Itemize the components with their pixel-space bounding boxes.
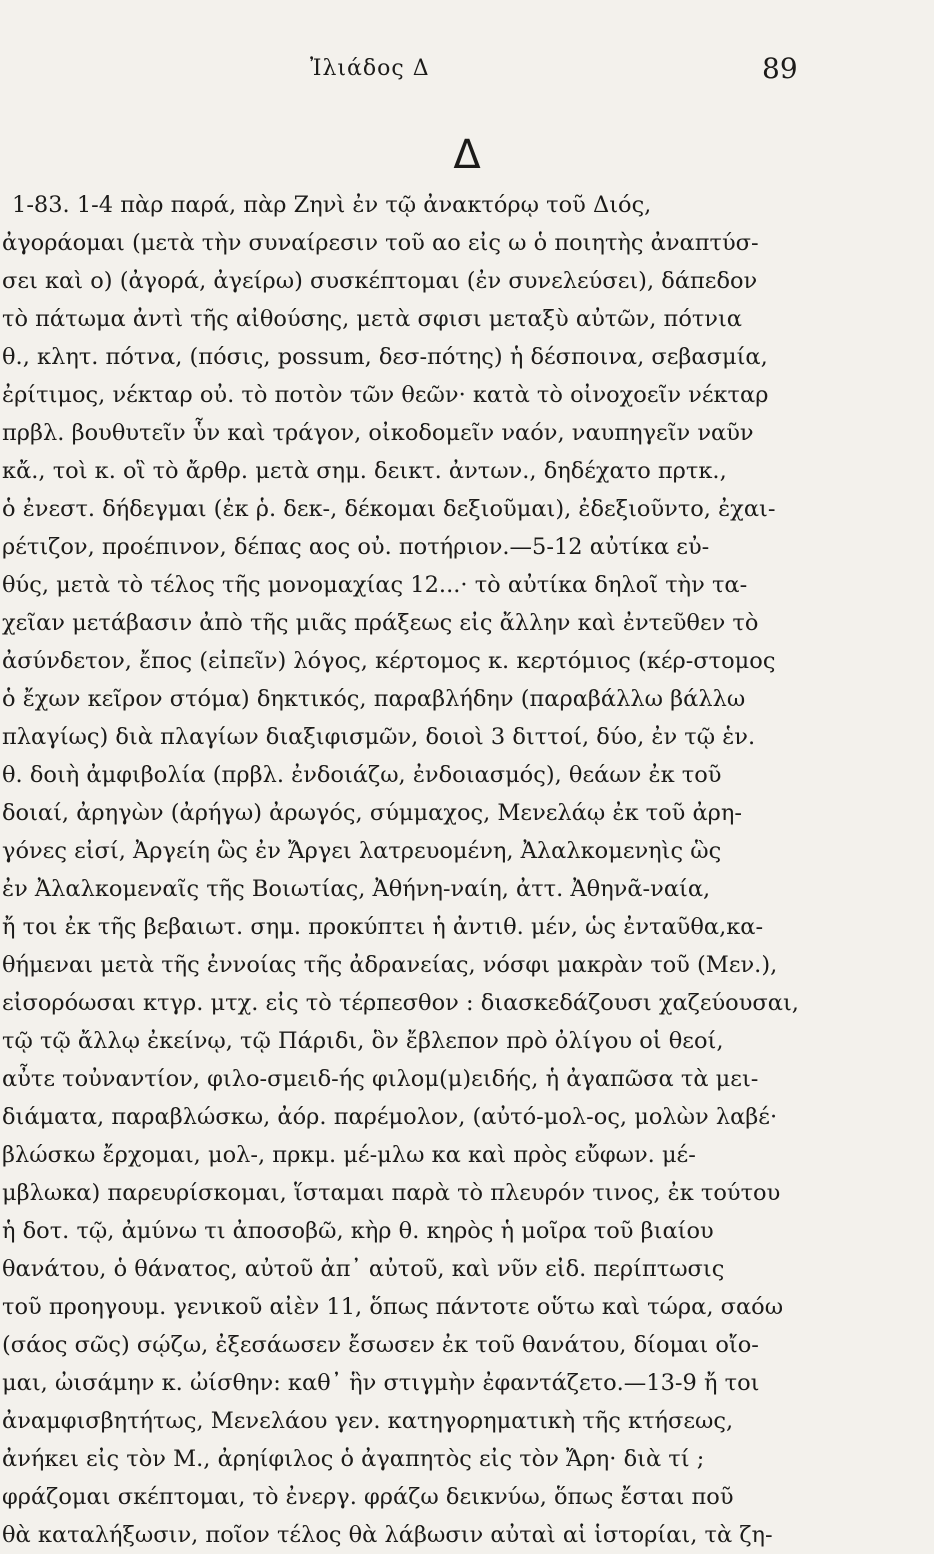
text-line: αὖτε τοὐναντίον, φιλο-σμειδ-ής φιλομ(μ)ειδής, ἡ ἀγαπῶσα τὰ μει- (2, 1066, 759, 1092)
text-line: ἐρίτιμος, νέκταρ οὐ. τὸ ποτὸν τῶν θεῶν· κατὰ τὸ οἰνοχοεῖν νέκταρ (2, 382, 769, 408)
text-line: τοῦ προηγουμ. γενικοῦ αἰὲν 11, ὅπως πάντοτε οὕτω καὶ τώρα, σαόω (2, 1294, 784, 1320)
text-line: ἤ τοι ἐκ τῆς βεβαιωτ. σημ. προκύπτει ἡ ἀντιθ. μέν, ὡς ἐνταῦθα,κα- (2, 914, 764, 940)
text-line: φράζομαι σκέπτομαι, τὸ ἐνεργ. φράζω δεικνύω, ὅπως ἔσται ποῦ (2, 1484, 734, 1510)
text-line: ἐν Ἀλαλκομεναῖς τῆς Βοιωτίας, Ἀθήνη-ναίη, ἀττ. Ἀθηνᾶ-ναία, (2, 876, 711, 902)
text-line: χεῖαν μετάβασιν ἀπὸ τῆς μιᾶς πράξεως εἰς ἄλλην καὶ ἐντεῦθεν τὸ (2, 610, 759, 636)
text-line: ἀσύνδετον, ἔπος (εἰπεῖν) λόγος, κέρτομος κ. κερτόμιος (κέρ-στομος (2, 648, 776, 674)
text-line: κἄ., τοὶ κ. οἳ τὸ ἄρθρ. μετὰ σημ. δεικτ. ἀντων., δηδέχατο πρτκ., (2, 458, 727, 484)
text-line: ὁ ἐνεστ. δήδεγμαι (ἐκ ῥ. δεκ-, δέκομαι δεξιοῦμαι), ἐδεξιοῦντο, ἐχαι- (2, 496, 776, 522)
page-number: 89 (762, 52, 798, 85)
text-line: διάματα, παραβλώσκω, ἀόρ. παρέμολον, (αὐτό-μολ-ος, μολὼν λαβέ· (2, 1104, 778, 1130)
text-line: δοιαί, ἀρηγὼν (ἀρήγω) ἀρωγός, σύμμαχος, Μενελάῳ ἐκ τοῦ ἀρη- (2, 800, 742, 826)
text-line: ἀγοράομαι (μετὰ τὴν συναίρεσιν τοῦ αο εἰς ω ὁ ποιητὴς ἀναπτύσ- (2, 230, 759, 256)
text-line: τὸ πάτωμα ἀντὶ τῆς αἰθούσης, μετὰ σφισι μεταξὺ αὐτῶν, πότνια (2, 306, 743, 332)
text-line: ἀναμφισβητήτως, Μενελάου γεν. κατηγορηματικὴ τῆς κτήσεως, (2, 1408, 734, 1434)
text-line: ἀνήκει εἰς τὸν Μ., ἀρηίφιλος ὁ ἀγαπητὸς εἰς τὸν Ἄρη· διὰ τί ; (2, 1446, 705, 1472)
section-mark: Δ (453, 132, 481, 178)
text-line: πλαγίως) διὰ πλαγίων διαξιφισμῶν, δοιοὶ 3 διττοί, δύο, ἐν τῷ ἑν. (2, 724, 756, 750)
page-header (0, 52, 934, 92)
text-line: θὰ καταλήξωσιν, ποῖον τέλος θὰ λάβωσιν αὐταὶ αἱ ἱστορίαι, τὰ ζη- (2, 1522, 773, 1548)
text-line: τῷ τῷ ἄλλῳ ἐκείνῳ, τῷ Πάριδι, ὃν ἔβλεπον πρὸ ὀλίγου οἱ θεοί, (2, 1028, 724, 1054)
text-line: θύς, μετὰ τὸ τέλος τῆς μονομαχίας 12...· τὸ αὐτίκα δηλοῖ τὴν τα- (2, 572, 748, 598)
text-line: ἡ δοτ. τῷ, ἀμύνω τι ἀποσοβῶ, κὴρ θ. κηρὸς ἡ μοῖρα τοῦ βιαίου (2, 1218, 714, 1244)
text-line: θ., κλητ. πότνα, (πόσις, possum, δεσ-πότης) ἡ δέσποινα, σεβασμία, (2, 344, 768, 370)
running-title: Ἰλιάδος Δ (310, 56, 430, 81)
commentary-body (0, 186, 830, 1554)
text-line: θανάτου, ὁ θάνατος, αὐτοῦ ἀπ᾽ αὐτοῦ, καὶ νῦν εἰδ. περίπτωσις (2, 1256, 725, 1282)
text-line: θ. δοιὴ ἀμφιβολία (πρβλ. ἐνδοιάζω, ἐνδοιασμός), θεάων ἐκ τοῦ (2, 762, 722, 788)
text-line: εἰσορόωσαι κτγρ. μτχ. εἰς τὸ τέρπεσθον : διασκεδάζουσι χαζεύουσαι, (2, 990, 799, 1016)
text-line: θήμεναι μετὰ τῆς ἐννοίας τῆς ἀδρανείας, νόσφι μακρὰν τοῦ (Μεν.), (2, 952, 778, 978)
text-line: βλώσκω ἔρχομαι, μολ-, πρκμ. μέ-μλω κα καὶ πρὸς εὔφων. μέ- (2, 1142, 696, 1168)
text-line: ὁ ἔχων κεῖρον στόμα) δηκτικός, παραβλήδην (παραβάλλω βάλλω (2, 686, 746, 712)
text-line: μβλωκα) παρευρίσκομαι, ἵσταμαι παρὰ τὸ πλευρόν τινος, ἐκ τούτου (2, 1180, 781, 1206)
text-line: μαι, ὠισάμην κ. ὠίσθην: καθ᾽ ἣν στιγμὴν ἐφαντάζετο.—13-9 ἤ τοι (2, 1370, 760, 1396)
text-line: 1-83. 1-4 πὰρ παρά, πὰρ Ζηνὶ ἐν τῷ ἀνακτόρῳ τοῦ Διός, (12, 192, 652, 218)
text-line: γόνες εἰσί, Ἀργείη ὣς ἐν Ἄργει λατρευομένη, Ἀλαλκομενηὶς ὣς (2, 838, 722, 864)
text-line: σει καὶ ο) (ἀγορά, ἀγείρω) συσκέπτομαι (ἐν συνελεύσει), δάπεδον (2, 268, 758, 294)
text-line: ρέτιζον, προέπινον, δέπας αος οὐ. ποτήριον.—5-12 αὐτίκα εὐ- (2, 534, 710, 560)
text-line: πρβλ. βουθυτεῖν ὗν καὶ τράγον, οἰκοδομεῖν ναόν, ναυπηγεῖν ναῦν (2, 420, 754, 446)
text-line: (σάος σῶς) σῴζω, ἐξεσάωσεν ἔσωσεν ἐκ τοῦ θανάτου, δίομαι οἴο- (2, 1332, 759, 1358)
